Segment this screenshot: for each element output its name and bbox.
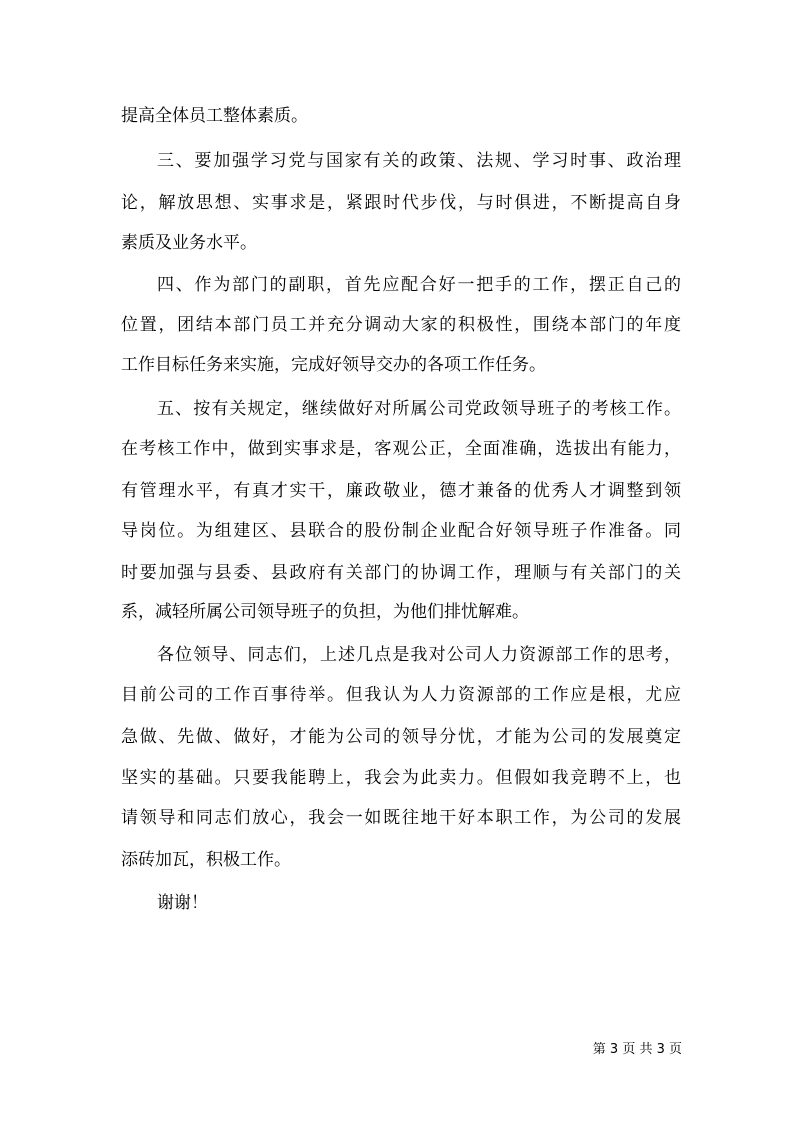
text-line: 急做、先做、做好，才能为公司的领导分忧，才能为公司的发展奠定 <box>121 727 681 747</box>
text-line: 三、要加强学习党与国家有关的政策、法规、学习时事、政治理 <box>157 151 681 171</box>
text-line: 素质及业务水平。 <box>121 233 257 253</box>
text-line: 在考核工作中，做到实事求是，客观公正，全面准确，选拔出有能力， <box>121 439 681 459</box>
text-line: 目前公司的工作百事待举。但我认为人力资源部的工作应是根，尤应 <box>121 685 681 705</box>
text-line: 系，减轻所属公司领导班子的负担，为他们排忧解难。 <box>121 602 529 622</box>
page-number-footer: 第 3 页 共 3 页 <box>592 1042 682 1057</box>
text-line: 五、按有关规定，继续做好对所属公司党政领导班子的考核工作。 <box>157 399 681 419</box>
text-line: 各位领导、同志们，上述几点是我对公司人力资源部工作的思考， <box>157 645 681 665</box>
text-line: 位置，团结本部门员工并充分调动大家的积极性，围绕本部门的年度 <box>121 315 681 335</box>
text-line: 请领导和同志们放心，我会一如既往地干好本职工作，为公司的发展 <box>121 808 681 828</box>
text-line: 论，解放思想、实事求是，紧跟时代步伐，与时俱进，不断提高自身 <box>121 193 681 213</box>
text-line: 有管理水平，有真才实干，廉政敬业，德才兼备的优秀人才调整到领 <box>121 481 681 501</box>
text-line: 四、作为部门的副职，首先应配合好一把手的工作，摆正自己的 <box>157 275 681 295</box>
text-line: 添砖加瓦，积极工作。 <box>121 850 291 870</box>
text-line: 谢谢！ <box>157 893 208 913</box>
text-line: 工作目标任务来实施，完成好领导交办的各项工作任务。 <box>121 355 546 375</box>
text-line: 坚实的基础。只要我能聘上，我会为此卖力。但假如我竞聘不上，也 <box>121 768 681 788</box>
text-line: 时要加强与县委、县政府有关部门的协调工作，理顺与有关部门的关 <box>121 563 681 583</box>
text-line: 导岗位。为组建区、县联合的股份制企业配合好领导班子作准备。同 <box>121 521 681 541</box>
text-line: 提高全体员工整体素质。 <box>121 106 308 126</box>
